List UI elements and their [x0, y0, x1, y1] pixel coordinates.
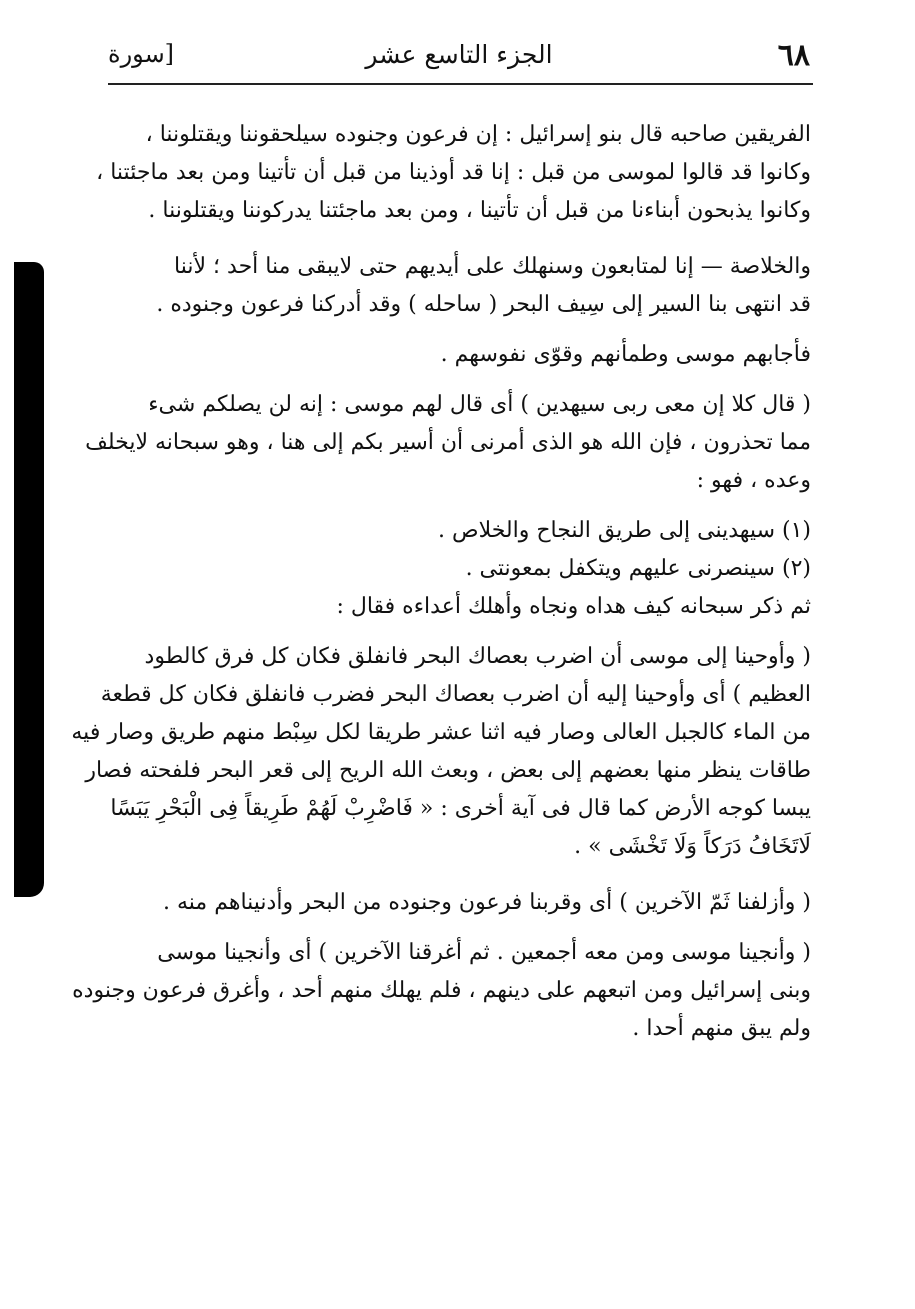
- text-line: الفريقين صاحبه قال بنو إسرائيل : إن فرعون وجنوده سيلحقوننا ويقتلوننا ،: [145, 122, 811, 147]
- text-line: يبسا كوجه الأرض كما قال فى آية أخرى : « فَاضْرِبْ لَهُمْ طَرِيقاً فِى الْبَحْرِ يَبَسًا: [110, 796, 811, 821]
- numbered-list: [108, 512, 811, 588]
- paragraph: [71, 638, 811, 866]
- running-title: الجزء التاسع عشر: [365, 40, 553, 69]
- paragraph: [108, 336, 811, 374]
- page-header: [108, 38, 810, 80]
- text-line: وعده ، فهو :: [696, 468, 811, 493]
- text-line: ( قال كلا إن معى ربى سيهدين ) أى قال لهم موسى : إنه لن يصلكم شىء: [148, 392, 811, 417]
- text-line: العظيم ) أى وأوحينا إليه أن اضرب بعصاك البحر فضرب فانفلق فكان كل قطعة: [100, 682, 811, 707]
- paragraph: [108, 588, 811, 626]
- text-line: ( وأوحينا إلى موسى أن اضرب بعصاك البحر فانفلق فكان كل فرق كالطود: [144, 644, 811, 669]
- paragraph: [96, 116, 811, 230]
- header-rule: [108, 83, 813, 85]
- list-item: (٢) سينصرنى عليهم ويتكفل بمعونتى .: [465, 556, 811, 581]
- text-line: لَاتَخَافُ دَرَكاً وَلَا تَخْشَى » .: [574, 834, 811, 859]
- text-line: قد انتهى بنا السير إلى سِيف البحر ( ساحله ) وقد أدركنا فرعون وجنوده .: [156, 292, 811, 317]
- page-body: [71, 116, 811, 1048]
- paragraph: [85, 386, 811, 500]
- page-number: ٦٨: [777, 38, 810, 73]
- text-line: وبنى إسرائيل ومن اتبعهم على دينهم ، فلم يهلك منهم أحد ، وأغرق فرعون وجنوده: [72, 978, 811, 1003]
- text-line: مما تحذرون ، فإن الله هو الذى أمرنى أن أسير بكم إلى هنا ، وهو سبحانه لايخلف: [85, 430, 811, 455]
- scan-binding-shadow: [14, 262, 44, 897]
- text-line: ولم يبق منهم أحدا .: [632, 1016, 811, 1041]
- text-line: من الماء كالجبل العالى وصار فيه اثنا عشر طريقا لكل سِبْط منهم طريق وصار فيه: [71, 720, 811, 745]
- text-line: ( وأنجينا موسى ومن معه أجمعين . ثم أغرقنا الآخرين ) أى وأنجينا موسى: [157, 940, 811, 965]
- paragraph: [108, 884, 811, 922]
- text-line: والخلاصة — إنا لمتابعون وسنهلك على أيديهم حتى لايبقى منا أحد ؛ لأننا: [174, 254, 811, 279]
- text-line: وكانوا يذبحون أبناءنا من قبل أن تأتينا ، ومن بعد ماجئتنا يدركوننا ويقتلوننا .: [148, 198, 811, 223]
- text-line: طاقات ينظر منها بعضهم إلى بعض ، وبعث الله الريح إلى قعر البحر فلفحته فصار: [85, 758, 811, 783]
- list-item: (١) سيهدينى إلى طريق النجاح والخلاص .: [437, 518, 811, 543]
- paragraph: [108, 248, 811, 324]
- text-line: وكانوا قد قالوا لموسى من قبل : إنا قد أوذينا من قبل أن تأتينا ومن بعد ماجئتنا ،: [96, 160, 811, 185]
- text-line: ( وأزلفنا ثَمّ الآخرين ) أى وقربنا فرعون وجنوده من البحر وأدنيناهم منه .: [163, 890, 811, 915]
- text-line: ثم ذكر سبحانه كيف هداه ونجاه وأهلك أعداءه فقال :: [336, 594, 811, 619]
- text-line: فأجابهم موسى وطمأنهم وقوّى نفوسهم .: [440, 342, 811, 367]
- paragraph: [72, 934, 811, 1048]
- surah-label: [سورة: [108, 40, 175, 68]
